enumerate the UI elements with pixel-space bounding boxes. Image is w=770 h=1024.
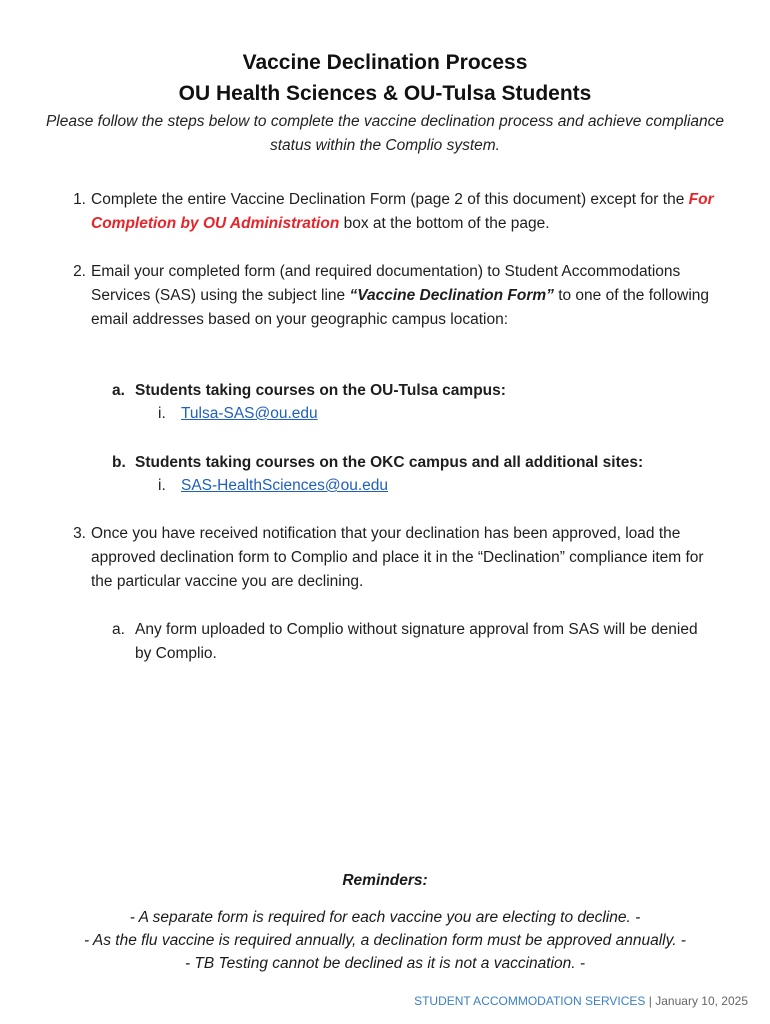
footer-date: January 10, 2025 (655, 994, 748, 1008)
page-footer (414, 994, 748, 1008)
substep-label: Students taking courses on the OU-Tulsa campus: (135, 382, 506, 399)
step-text: Complete the entire Vaccine Declination Form (page 2 of this document) except for the (91, 191, 685, 208)
subject-line-highlight: “Vaccine Declination Form” (349, 287, 554, 304)
step-text: Email your completed form (and required documentation) to Student Accommodations Services (SAS) using the subject line (91, 263, 681, 304)
substep-letter: a. (112, 382, 125, 399)
step-text-after: box at the bottom of the page. (343, 215, 550, 232)
reminder-item: - A separate form is required for each vaccine you are electing to decline. - (129, 909, 641, 926)
substep-letter: a. (112, 621, 125, 638)
tulsa-email-link[interactable]: Tulsa-SAS@ou.edu (181, 405, 318, 422)
step-number: 2. (73, 263, 86, 280)
footer-org: STUDENT ACCOMMODATION SERVICES (414, 994, 646, 1008)
reminder-item: - As the flu vaccine is required annually, a declination form must be approved annually. - (84, 932, 686, 949)
roman-numeral: i. (158, 477, 166, 494)
page-subtitle: OU Health Sciences & OU-Tulsa Students (178, 82, 592, 105)
step-number: 3. (73, 525, 86, 542)
reminders-heading: Reminders: (342, 872, 428, 889)
intro-text: Please follow the steps below to complete the vaccine declination process and achieve compliance status within the Complio system. (45, 113, 725, 154)
footer-separator: | (648, 994, 652, 1008)
roman-numeral: i. (158, 405, 166, 422)
healthsciences-email-link[interactable]: SAS-HealthSciences@ou.edu (181, 477, 389, 494)
step-text: Once you have received notification that your declination has been approved, load the approved declination form to Complio and place it in the “Declination” compliance item for the particular vaccine you are declining. (91, 525, 704, 590)
reminder-item: - TB Testing cannot be declined as it is not a vaccination. - (184, 955, 586, 972)
substep-text: Any form uploaded to Complio without signature approval from SAS will be denied by Complio. (135, 621, 698, 662)
substep-letter: b. (112, 454, 126, 471)
step-number: 1. (73, 191, 86, 208)
page-title: Vaccine Declination Process (242, 51, 528, 74)
step-text-after: to one of the following email addresses based on your geographic campus location: (91, 287, 710, 328)
admin-box-highlight: For Completion by OU Administration (91, 191, 714, 232)
substep-label: Students taking courses on the OKC campus and all additional sites: (135, 454, 644, 471)
